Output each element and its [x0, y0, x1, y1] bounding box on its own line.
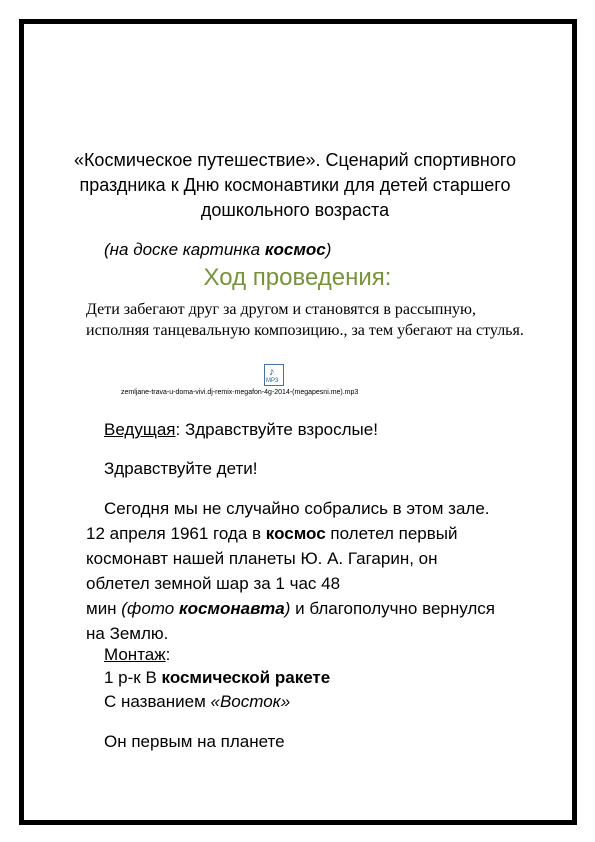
story-line-5-italic: (фото — [121, 599, 179, 618]
board-note-close: ) — [325, 240, 332, 259]
story-line-5-bolditalic: космонавта — [178, 599, 285, 618]
story-line-4: облетел земной шар за 1 час 48 — [86, 574, 341, 593]
montage-line-1-bold: космической ракете — [161, 668, 331, 687]
montage-line-3: Он первым на планете — [104, 732, 285, 751]
montage-line-2-italic: «Восток» — [210, 692, 291, 711]
music-note-icon: ♪ — [269, 366, 275, 378]
board-note-bold: космос — [264, 240, 326, 259]
board-note-open: (на доске картинка — [104, 240, 265, 259]
speaker-label: Ведущая — [104, 420, 176, 439]
story-line-2-post: полетел первый — [325, 524, 458, 543]
greeting-text: : Здравствуйте взрослые! — [175, 420, 378, 439]
greeting-children: Здравствуйте дети! — [104, 459, 258, 478]
section-heading: Ход проведения: — [203, 264, 392, 291]
story-line-2-bold: космос — [265, 524, 326, 543]
story-line-2-pre: 12 апреля 1961 года в — [86, 524, 266, 543]
montage-line-1-pre: 1 р-к В — [104, 668, 162, 687]
document-title: «Космическое путешествие». Сценарий спортивного праздника к Дню космонавтики для детей старшего дошкольного возраста — [73, 150, 517, 220]
greeting-line — [104, 417, 378, 442]
story-line-5 — [86, 596, 495, 621]
montage-label: Монтаж — [104, 645, 166, 664]
story-line-5-post: и благополучно вернулся — [290, 599, 495, 618]
montage-line-1 — [104, 665, 330, 690]
audio-file-icon[interactable] — [264, 364, 284, 386]
montage-colon: : — [165, 645, 171, 664]
intro-paragraph: Дети забегают друг за другом и становятся в рассыпную, исполняя танцевальную композицию., за тем убегают на стулья. — [86, 301, 524, 339]
story-line-3: космонавт нашей планеты Ю. А. Гагарин, он — [86, 549, 438, 568]
story-line-5-pre: мин — [86, 599, 122, 618]
story-line-1: Сегодня мы не случайно собрались в этом зале. — [104, 499, 490, 518]
story-line-5-italic-close: ) — [284, 599, 291, 618]
board-note — [104, 240, 331, 260]
story-line-2 — [86, 521, 457, 546]
story-line-6: на Землю. — [86, 624, 169, 643]
file-type-label: MP3 — [266, 378, 279, 384]
montage-line-2 — [104, 689, 290, 714]
attachment-filename[interactable]: zemljane-trava-u-doma-vivi.dj-remix-megafon-4g-2014-(megapesni.me).mp3 — [121, 389, 359, 396]
montage-label-line — [104, 642, 170, 667]
montage-line-2-pre: С названием — [104, 692, 211, 711]
